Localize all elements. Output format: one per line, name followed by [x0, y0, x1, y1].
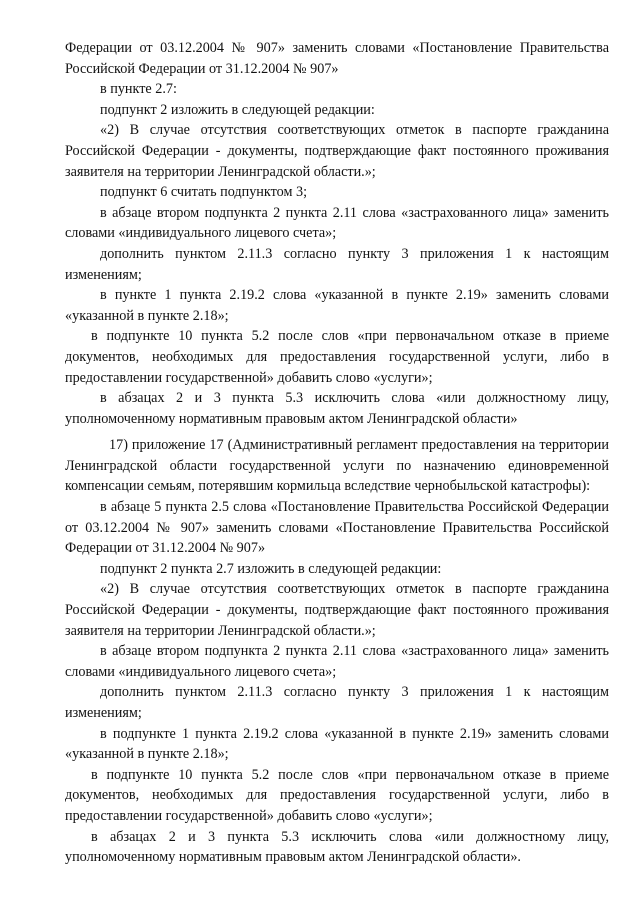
- paragraph-subitem-2-edit: подпункт 2 изложить в следующей редакции:: [100, 101, 375, 118]
- paragraph-5-3-exclude: в абзацах 2 и 3 пункта 5.3 исключить слова «или должностному лицу, уполномоченному нормативным правовым актом Ленинградской области»: [65, 390, 609, 427]
- paragraph-continuation: Федерации от 03.12.2004 № 907» заменить словами «Постановление Правительства Российской Федерации от 31.12.2004 № 907»: [65, 40, 609, 77]
- paragraph-quote-passport: «2) В случае отсутствия соответствующих отметок в паспорте гражданина Российской Федерации - документы, подтверждающие факт постоянного проживания заявителя на территории Ленинградской области.»;: [65, 122, 609, 180]
- paragraph-item-2-7: в пункте 2.7:: [100, 81, 177, 98]
- paragraph-subitem-6: подпункт 6 считать подпунктом 3;: [100, 184, 308, 201]
- paragraph-2-11-3-add: дополнить пунктом 2.11.3 согласно пункту 3 приложения 1 к настоящим изменениям;: [65, 245, 609, 283]
- paragraph-2-5-replace: в абзаце 5 пункта 2.5 слова «Постановление Правительства Российской Федерации от 03.12.2004 № 907» заменить словами «Постановление Правительства Российской Федерации от 31.12.2004 № 907»: [65, 499, 609, 557]
- paragraph-2-7-edit: подпункт 2 пункта 2.7 изложить в следующей редакции:: [100, 560, 442, 577]
- paragraph-5-2-add-2: в подпункте 10 пункта 5.2 после слов «при первоначальном отказе в приеме документов, необходимых для предоставления государственной услуги, либо в предоставлении государственной» добавить слово «услуги»;: [65, 766, 609, 824]
- paragraph-2-19-2-replace: в пункте 1 пункта 2.19.2 слова «указанной в пункте 2.19» заменить словами «указанной в пункте 2.18»;: [65, 287, 609, 324]
- paragraph-2-11-3-add-2: дополнить пунктом 2.11.3 согласно пункту 3 приложения 1 к настоящим изменениям;: [65, 684, 609, 721]
- paragraph-5-3-exclude-2: в абзацах 2 и 3 пункта 5.3 исключить слова «или должностному лицу, уполномоченному нормативным правовым актом Ленинградской области».: [65, 828, 609, 866]
- document-body: [65, 38, 609, 868]
- paragraph-2-11-replace: в абзаце втором подпункта 2 пункта 2.11 слова «застрахованного лица» заменить словами «индивидуального лицевого счета»;: [65, 204, 609, 242]
- paragraph-2-19-2-replace-2: в подпункте 1 пункта 2.19.2 слова «указанной в пункте 2.19» заменить словами «указанной в пункте 2.18»;: [65, 725, 609, 763]
- paragraph-quote-passport-2: «2) В случае отсутствия соответствующих отметок в паспорте гражданина Российской Федерации - документы, подтверждающие факт постоянного проживания заявителя на территории Ленинградской области.»;: [65, 581, 609, 639]
- paragraph-appendix-17: 17) приложение 17 (Административный регламент предоставления на территории Ленинградской области государственной услуги по назначению единовременной компенсации семьям, потерявшим кормильца вследствие чернобыльской катастрофы):: [65, 437, 609, 495]
- paragraph-2-11-replace-2: в абзаце втором подпункта 2 пункта 2.11 слова «застрахованного лица» заменить словами «индивидуального лицевого счета»;: [65, 643, 609, 680]
- paragraph-5-2-add: в подпункте 10 пункта 5.2 после слов «при первоначальном отказе в приеме документов, необходимых для предоставления государственной услуги, либо в предоставлении государственной» добавить слово «услуги»;: [65, 328, 609, 386]
